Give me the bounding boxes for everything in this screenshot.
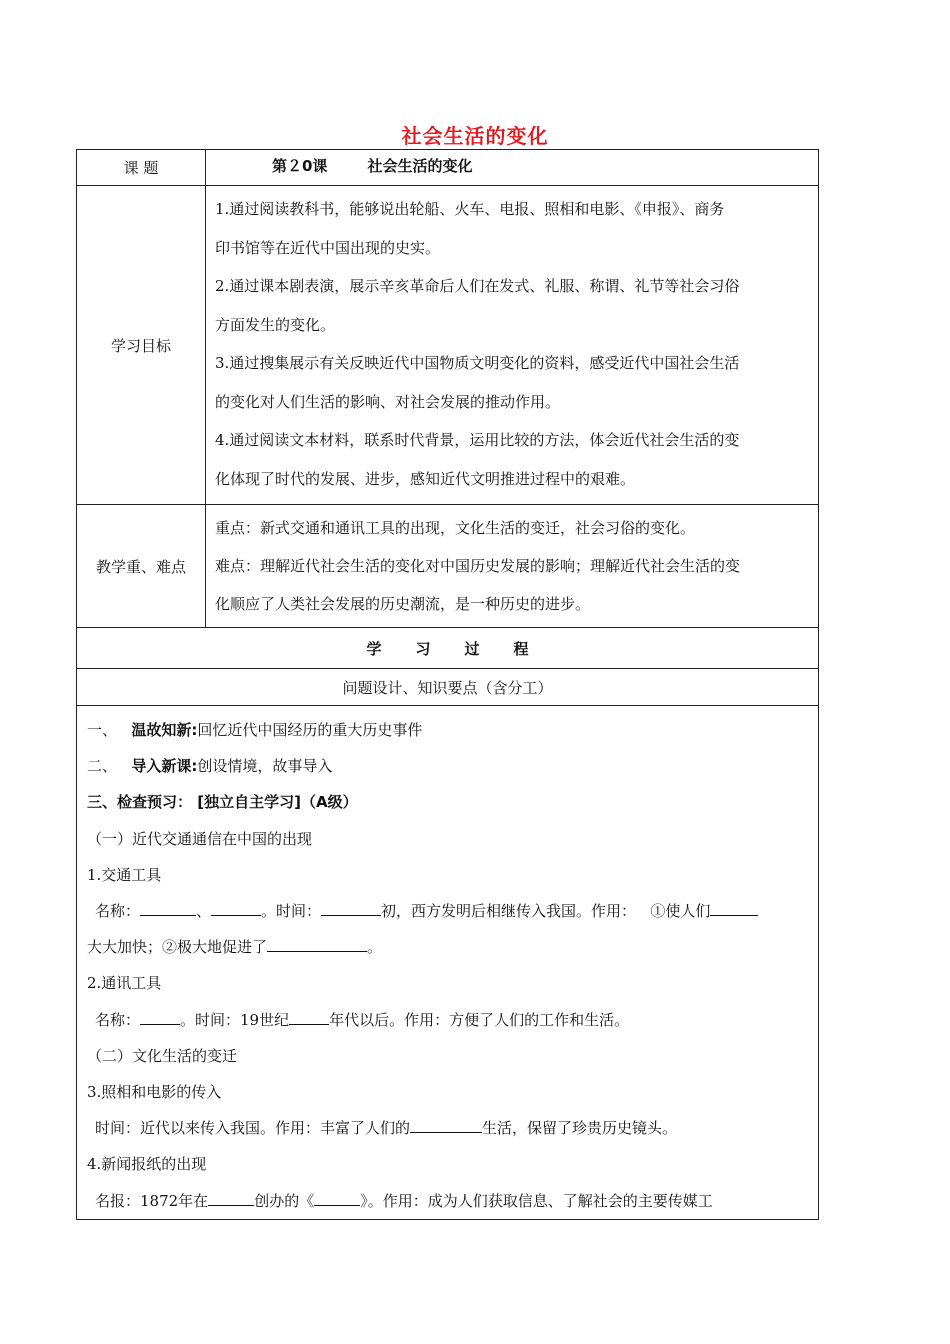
section-intro: 二、 导入新课:创设情境，故事导入 bbox=[87, 757, 333, 776]
blank-field[interactable] bbox=[211, 900, 261, 916]
key-point-line: 重点：新式交通和通讯工具的出现，文化生活的变迁，社会习俗的变化。 bbox=[215, 519, 696, 537]
goal-line: 3.通过搜集展示有关反映近代中国物质文明变化的资料，感受近代中国社会生活 bbox=[215, 354, 740, 372]
subsection-culture: （二）文化生活的变迁 bbox=[87, 1046, 238, 1065]
lesson-row bbox=[77, 150, 819, 186]
goals-label: 学习目标 bbox=[77, 186, 206, 505]
goal-line: 印书馆等在近代中国出现的史实。 bbox=[215, 238, 441, 257]
goal-line: 化体现了时代的发展、进步，感知近代文明推进过程中的艰难。 bbox=[215, 469, 636, 488]
blank-field[interactable] bbox=[140, 900, 196, 916]
item-photo-film-fill: 时间：近代以来传入我国。作用：丰富了人们的 生活，保留了珍贵历史镜头。 bbox=[95, 1119, 678, 1138]
goal-line: 方面发生的变化。 bbox=[215, 315, 336, 334]
process-heading-row bbox=[77, 628, 819, 669]
key-point-line: 难点：理解近代社会生活的变化对中国历史发展的影响；理解近代社会生活的变 bbox=[215, 557, 741, 575]
section-preview: 三、检查预习： [独立自主学习]（A级） bbox=[87, 793, 358, 812]
item-communication-fill: 名称： 。时间：19世纪 年代以后。作用：方便了人们的工作和生活。 bbox=[95, 1010, 630, 1029]
page-title: 社会生活的变化 bbox=[401, 124, 549, 148]
goal-line: 1.通过阅读教科书，能够说出轮船、火车、电报、照相和电影、《申报》、商务 bbox=[215, 200, 725, 218]
item-communication: 2.通讯工具 bbox=[87, 974, 162, 993]
item-transport-fill: 名称： 、 。时间： 初，西方发明后相继传入我国。作用： ①使人们 bbox=[87, 893, 810, 929]
item-photo-film: 3.照相和电影的传入 bbox=[87, 1083, 222, 1102]
key-points-label: 教学重、难点 bbox=[77, 505, 206, 628]
lesson-plan-table bbox=[76, 149, 819, 1220]
goals-row bbox=[77, 186, 819, 505]
subheading-row bbox=[77, 669, 819, 706]
content-row bbox=[77, 706, 819, 1220]
blank-field[interactable] bbox=[314, 1190, 360, 1206]
blank-field[interactable] bbox=[267, 936, 367, 952]
key-points-content bbox=[206, 505, 819, 628]
subheading: 问题设计、知识要点（含分工） bbox=[77, 669, 819, 706]
goal-line: 2.通过课本剧表演，展示辛亥革命后人们在发式、礼服、称谓、礼节等社会习俗 bbox=[215, 277, 740, 295]
item-newspaper: 4.新闻报纸的出现 bbox=[87, 1155, 207, 1174]
section-review: 一、 温故知新:回忆近代中国经历的重大历史事件 bbox=[87, 721, 423, 739]
blank-field[interactable] bbox=[289, 1009, 329, 1025]
lesson-heading bbox=[206, 150, 819, 186]
goal-line: 4.通过阅读文本材料，联系时代背景，运用比较的方法，体会近代社会生活的变 bbox=[215, 431, 740, 449]
blank-field[interactable] bbox=[410, 1117, 482, 1133]
process-heading: 学习过程 bbox=[77, 628, 819, 669]
item-newspaper-fill: 名报：1872年在 创办的《 》。作用：成为人们获取信息、了解社会的主要传媒工 bbox=[95, 1191, 713, 1210]
item-transport-fill-2: 大大加快；②极大地促进了 。 bbox=[87, 938, 383, 957]
content-body bbox=[77, 706, 819, 1220]
blank-field[interactable] bbox=[321, 900, 381, 916]
blank-field[interactable] bbox=[208, 1190, 254, 1206]
lesson-label: 课 题 bbox=[77, 150, 206, 186]
lesson-number: 第２0课 bbox=[272, 157, 328, 175]
key-point-line: 化顺应了人类社会发展的历史潮流，是一种历史的进步。 bbox=[215, 595, 591, 613]
subsection-transport: （一）近代交通通信在中国的出现 bbox=[87, 829, 313, 848]
lesson-title: 社会生活的变化 bbox=[367, 157, 473, 175]
key-points-row bbox=[77, 505, 819, 628]
item-transport: 1.交通工具 bbox=[87, 865, 162, 884]
goal-line: 的变化对人们生活的影响、对社会发展的推动作用。 bbox=[215, 392, 561, 411]
blank-field[interactable] bbox=[140, 1009, 180, 1025]
blank-field[interactable] bbox=[710, 900, 758, 916]
goals-content bbox=[206, 186, 819, 505]
